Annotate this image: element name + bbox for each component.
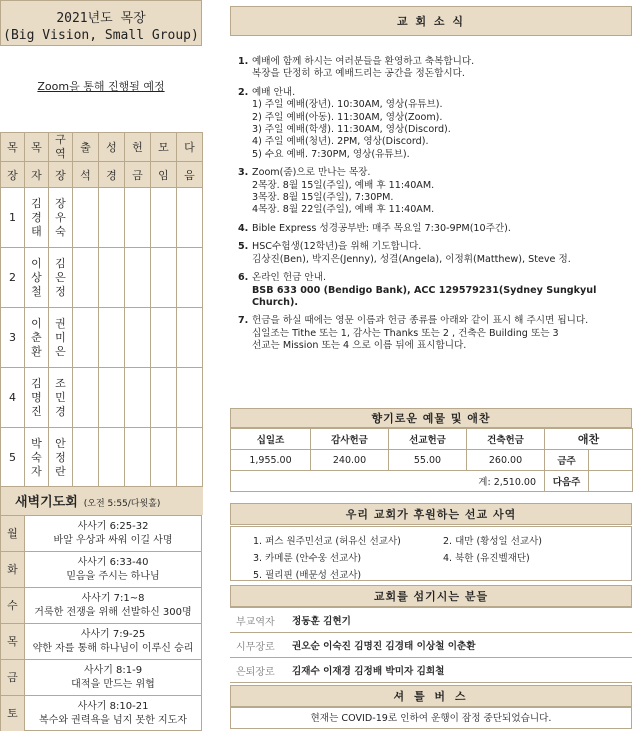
empty-cell — [151, 428, 177, 488]
grid-header-cell: 성 — [99, 133, 125, 162]
offering-header: 향기로운 예물 및 애찬 — [230, 408, 632, 428]
grid-header-cell: 목 — [1, 133, 25, 162]
list-item: 7. 헌금을 하실 때에는 영문 이름과 헌금 종류를 아래와 같이 표시 해 주시면 됩니다. 십일조는 Tithe 또는 1, 감사는 Thanks 또는 2 , 건축은 Building 또는 3 선교는 Mission 또는 4 으로 이름 뒤에 표시합니다. — [238, 315, 634, 352]
grid-header-row — [1, 133, 203, 162]
weekday: 수 — [1, 588, 25, 623]
dawn-prayer-header — [1, 487, 203, 515]
shuttle-bus-header: 셔 틀 버 스 — [230, 685, 632, 707]
scripture-ref: 사사기 6:33-40 — [77, 557, 149, 568]
sermon-title: 바알 우상과 싸워 이길 사명 — [53, 535, 173, 546]
staff-names: 권오순 이숙진 김명진 김경태 이상철 이춘환 — [292, 633, 632, 658]
news-line: 헌금을 하실 때에는 영문 이름과 헌금 종류를 아래와 같이 표시 해 주시면 됩니다. — [252, 315, 589, 327]
table-row — [1, 308, 203, 368]
news-line: 3) 주일 예배(학생). 11:30AM, 영상(Discord). — [252, 124, 451, 136]
meal-next-week: 다음주 — [545, 471, 589, 492]
news-line: 3목장. 8월 15일(주일), 7:30PM. — [252, 192, 394, 204]
grid-header-cell: 장 — [1, 162, 25, 188]
area-leader: 권미은 — [49, 308, 73, 368]
scripture-ref: 사사기 7:9-25 — [80, 629, 146, 640]
empty-cell — [589, 450, 633, 471]
empty-cell — [125, 308, 151, 368]
list-item: 2. 예배 안내. 1) 주일 예배(장년). 10:30AM, 영상(유튜브). 2) 주일 예배(아동). 11:30AM, 영상(Zoom). 3) 주일 예배(학생). 11:30AM, 영상(Discord). 4) 주일 예배(청년). 2PM, 영상(Discord). 5) 수요 예배. 7:30PM, 영상(유튜브). — [238, 87, 634, 161]
building-value: 260.00 — [467, 450, 545, 471]
staff-table — [230, 607, 632, 683]
area-leader: 김은정 — [49, 248, 73, 308]
table-row — [231, 450, 633, 471]
list-item — [1, 551, 201, 587]
news-line: 온라인 헌금 안내. — [252, 272, 327, 284]
list-item: 4. Bible Express 성경공부반: 매주 목요일 7:30-9PM(10주간). — [238, 223, 634, 235]
sermon-title: 믿음을 주시는 하나님 — [66, 571, 160, 582]
offering-table — [230, 428, 633, 492]
offering-col-header: 선교헌금 — [389, 429, 467, 450]
news-line: 4) 주일 예배(청년). 2PM, 영상(Discord). — [252, 136, 429, 148]
area-leader: 장우숙 — [49, 188, 73, 248]
list-item — [1, 695, 201, 731]
staff-header: 교회를 섬기시는 분들 — [230, 585, 632, 607]
news-line: 김상진(Ben), 박지은(Jenny), 성결(Angela), 이정휘(Matthew), Steve 정. — [252, 253, 571, 265]
offering-header-row — [231, 429, 633, 450]
news-line: 선교는 Mission 또는 4 으로 이름 뒤에 표시합니다. — [252, 340, 467, 352]
group-number: 4 — [1, 368, 25, 428]
empty-cell — [73, 188, 99, 248]
thanks-value: 240.00 — [311, 450, 389, 471]
table-row — [1, 368, 203, 428]
table-row — [1, 248, 203, 308]
bulletin-title-box — [0, 0, 202, 46]
offering-col-header: 감사헌금 — [311, 429, 389, 450]
shuttle-bus-notice: 현재는 COVID-19로 인하여 운행이 잠정 중단되었습니다. — [230, 707, 632, 729]
mission-list — [230, 526, 632, 581]
grid-header-cell: 임 — [151, 162, 177, 188]
empty-cell — [125, 188, 151, 248]
grid-header-cell: 헌 — [125, 133, 151, 162]
news-line: 1) 주일 예배(장년). 10:30AM, 영상(유튜브). — [252, 99, 443, 111]
empty-cell — [99, 248, 125, 308]
news-line: 4목장. 8월 22일(주일), 예배 후 11:40AM. — [252, 204, 435, 216]
empty-cell — [99, 188, 125, 248]
grid-header-cell: 경 — [99, 162, 125, 188]
grid-header-cell: 장 — [49, 162, 73, 188]
area-leader: 조민경 — [49, 368, 73, 428]
list-item: 5. 필리핀 (배문성 선교사) — [253, 570, 362, 581]
empty-cell — [177, 248, 203, 308]
sermon-title: 약한 자를 통해 하나님이 이루신 승리 — [32, 643, 194, 654]
group-number: 2 — [1, 248, 25, 308]
sermon-title: 거룩한 전쟁을 위해 선발하신 300명 — [34, 607, 192, 618]
staff-role: 은퇴장로 — [230, 658, 292, 683]
church-news-list — [238, 56, 634, 359]
news-line: 예배에 함께 하시는 여러분들을 환영하고 축복합니다. — [252, 56, 475, 67]
grid-header-row — [1, 162, 203, 188]
list-item: 4. 북한 (유진벨재단) — [443, 553, 530, 564]
weekday: 토 — [1, 696, 25, 731]
offering-col-header: 건축헌금 — [467, 429, 545, 450]
news-line: 복장을 단정히 하고 예배드리는 공간을 정돈합시다. — [252, 68, 465, 80]
staff-names: 김재수 이재경 김정배 박미자 김희철 — [292, 658, 632, 683]
empty-cell — [125, 428, 151, 488]
empty-cell — [73, 248, 99, 308]
empty-cell — [151, 308, 177, 368]
zoom-note: Zoom을 통해 진행될 예정 — [37, 80, 165, 93]
weekday: 월 — [1, 516, 25, 551]
empty-cell — [125, 368, 151, 428]
grid-header-cell: 음 — [177, 162, 203, 188]
empty-cell — [151, 368, 177, 428]
meal-this-week: 금주 — [545, 450, 589, 471]
list-item — [1, 515, 201, 551]
list-item: 3. Zoom(줌)으로 만나는 목장. 2목장. 8월 15일(주일), 예배 후 11:40AM. 3목장. 8월 15일(주일), 7:30PM. 4목장. 8월 22일(주일), 예배 후 11:40AM. — [238, 167, 634, 217]
grid-header-cell: 목 — [25, 133, 49, 162]
group-attendance-grid — [0, 132, 203, 488]
empty-cell — [177, 308, 203, 368]
table-row — [230, 633, 632, 658]
empty-cell — [73, 428, 99, 488]
scripture-ref: 사사기 8:1-9 — [83, 665, 143, 676]
table-row — [230, 608, 632, 633]
empty-cell — [73, 308, 99, 368]
empty-cell — [589, 471, 633, 492]
empty-cell — [99, 308, 125, 368]
sermon-title: 복수와 권력욕을 넘지 못한 지도자 — [39, 715, 187, 726]
weekday: 화 — [1, 552, 25, 587]
list-item: 3. 카메룬 (안수웅 선교사) — [253, 553, 362, 564]
area-leader: 안정란 — [49, 428, 73, 488]
grid-header-cell: 금 — [125, 162, 151, 188]
list-item — [1, 659, 201, 695]
news-line: 예배 안내. — [252, 86, 296, 98]
scripture-ref: 사사기 6:25-32 — [77, 521, 149, 532]
list-item: 1. 예배에 함께 하시는 여러분들을 환영하고 축복합니다. 복장을 단정히 하고 예배드리는 공간을 정돈합시다. — [238, 56, 634, 81]
group-leader: 김명진 — [25, 368, 49, 428]
grid-header-cell: 자 — [25, 162, 49, 188]
meal-header: 애찬 — [545, 429, 633, 450]
vision-subtitle: (Big Vision, Small Group) — [3, 28, 199, 43]
news-line: 십일조는 Tithe 또는 1, 감사는 Thanks 또는 2 , 건축은 Building 또는 3 — [252, 327, 559, 339]
empty-cell — [151, 248, 177, 308]
table-row — [230, 658, 632, 683]
dawn-prayer-box — [0, 486, 202, 731]
news-line: 2목장. 8월 15일(주일), 예배 후 11:40AM. — [252, 179, 435, 191]
grid-header-cell: 석 — [73, 162, 99, 188]
group-number: 3 — [1, 308, 25, 368]
dawn-prayer-time: (오전 5:55/다윗홀) — [83, 499, 161, 509]
mission-value: 55.00 — [389, 450, 467, 471]
group-leader: 이상철 — [25, 248, 49, 308]
grid-header-cell: 모 — [151, 133, 177, 162]
table-row — [231, 471, 633, 492]
dawn-prayer-title: 새벽기도회 — [15, 495, 78, 510]
list-item — [1, 623, 201, 659]
list-item — [1, 587, 201, 623]
empty-cell — [177, 368, 203, 428]
scripture-ref: 사사기 7:1~8 — [81, 593, 145, 604]
grid-header-cell: 출 — [73, 133, 99, 162]
list-item: 5. HSC수험생(12학년)을 위해 기도합니다. 김상진(Ben), 박지은(Jenny), 성결(Angela), 이정휘(Matthew), Steve 정. — [238, 241, 634, 266]
weekday: 목 — [1, 624, 25, 659]
staff-role: 시무장로 — [230, 633, 292, 658]
news-line: Bible Express 성경공부반: 매주 목요일 7:30-9PM(10주간). — [252, 222, 511, 234]
list-item: 2. 대만 (황성일 선교사) — [443, 536, 542, 547]
tithe-value: 1,955.00 — [231, 450, 311, 471]
news-line: HSC수험생(12학년)을 위해 기도합니다. — [252, 241, 422, 253]
left-column — [0, 0, 202, 731]
group-leader: 이춘환 — [25, 308, 49, 368]
scripture-ref: 사사기 8:10-21 — [77, 701, 149, 712]
offering-total: 계: 2,510.00 — [231, 471, 545, 492]
weekday: 금 — [1, 660, 25, 695]
year-title: 2021년도 목장 — [56, 11, 146, 26]
group-leader: 박숙자 — [25, 428, 49, 488]
empty-cell — [151, 188, 177, 248]
news-line: BSB 633 000 (Bendigo Bank), ACC 129579231(Sydney Sungkyul Church). — [252, 284, 597, 308]
news-line: 2) 주일 예배(아동). 11:30AM, 영상(Zoom). — [252, 111, 443, 123]
offering-col-header: 십일조 — [231, 429, 311, 450]
staff-role: 부교역자 — [230, 608, 292, 633]
empty-cell — [99, 428, 125, 488]
sermon-title: 대적을 만드는 위협 — [71, 679, 155, 690]
group-leader: 김경태 — [25, 188, 49, 248]
table-row — [1, 188, 203, 248]
grid-header-cell: 다 — [177, 133, 203, 162]
group-number: 1 — [1, 188, 25, 248]
group-number: 5 — [1, 428, 25, 488]
empty-cell — [73, 368, 99, 428]
grid-header-cell: 구 역 — [49, 133, 73, 162]
empty-cell — [99, 368, 125, 428]
list-item: 6. 온라인 헌금 안내. BSB 633 000 (Bendigo Bank), ACC 129579231(Sydney Sungkyul Church). — [238, 272, 634, 309]
mission-header: 우리 교회가 후원하는 선교 사역 — [230, 503, 632, 525]
news-line: Zoom(줌)으로 만나는 목장. — [252, 167, 371, 179]
news-line: 5) 수요 예배. 7:30PM, 영상(유튜브). — [252, 148, 410, 160]
right-column — [230, 0, 635, 731]
list-item: 1. 퍼스 원주민선교 (허유신 선교사) — [253, 536, 401, 547]
empty-cell — [125, 248, 151, 308]
church-news-header: 교 회 소 식 — [230, 6, 632, 36]
staff-names: 정동훈 김현기 — [292, 608, 632, 633]
empty-cell — [177, 428, 203, 488]
empty-cell — [177, 188, 203, 248]
table-row — [1, 428, 203, 488]
